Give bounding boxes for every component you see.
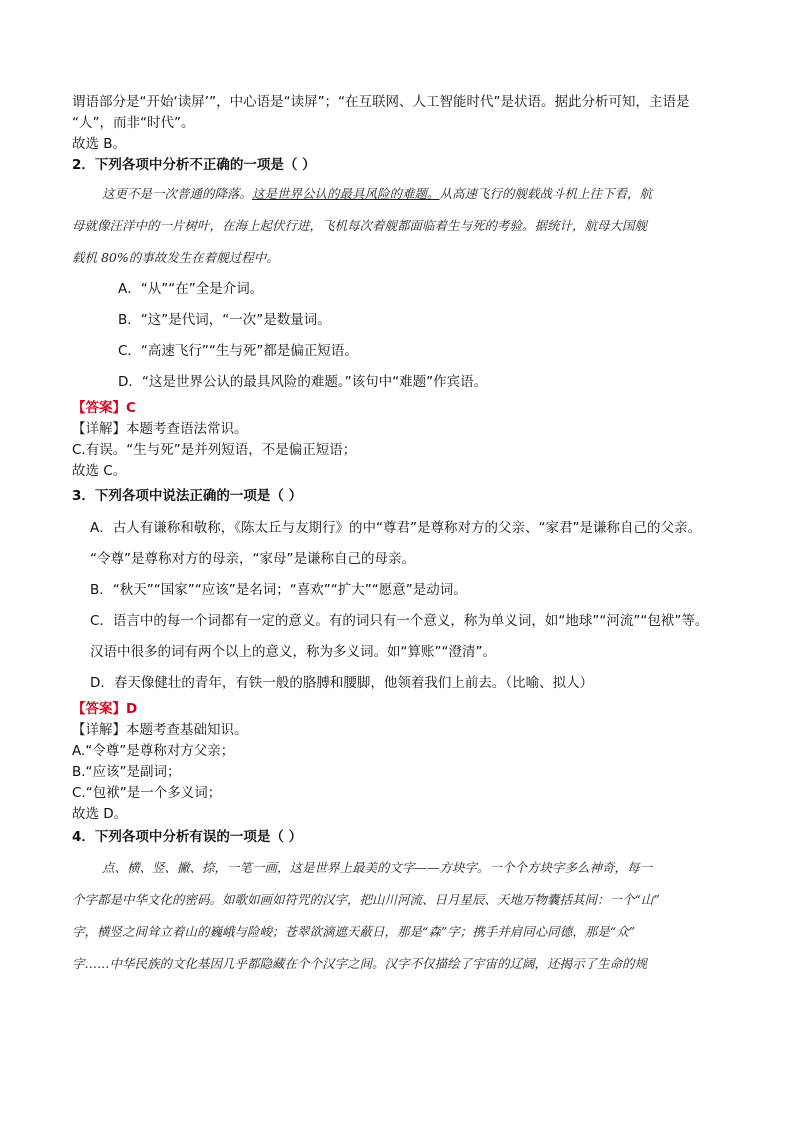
q3-option-c-cont: 汉语中很多的词有两个以上的意义，称为多义词。如“算账”“澄清”。 <box>90 644 496 660</box>
detail-tag: 【详解】 <box>72 722 126 738</box>
question-4-title: 4．下列各项中分析有误的一项是（ ） <box>72 829 303 845</box>
q2-option-a[interactable]: A．“从”“在”全是介词。 <box>118 281 264 297</box>
question-2-passage <box>72 178 732 274</box>
q2-option-d[interactable]: D．“这是世界公认的最具风险的难题。”该句中“难题”作宾语。 <box>118 374 488 390</box>
q3-option-a[interactable]: A．古人有谦称和敬称，《陈太丘与友期行》的中“尊君”是尊称对方的父亲、“家君”是谦称自己的父亲。 <box>90 520 701 536</box>
q3-option-b[interactable]: B．“秋天”“国家”“应该”是名词；“喜欢”“扩大”“愿意”是动词。 <box>90 582 467 598</box>
q2-detail <box>72 419 732 440</box>
q2-choose: 故选 C。 <box>72 463 127 479</box>
q2-option-c[interactable]: C．“高速飞行”“生与死”都是偏正短语。 <box>118 343 358 359</box>
passage-line-3: 载机 80%的事故发生在着舰过程中。 <box>72 250 279 265</box>
passage-line-2: 母就像汪洋中的一片树叶，在海上起伏行进，飞机每次着舰都面临着生与死的考验。据统计，航母大国舰 <box>72 218 648 233</box>
q2-answer <box>72 398 732 419</box>
q3-answer <box>72 699 732 720</box>
question-3-title: 3．下列各项中说法正确的一项是（ ） <box>72 488 303 504</box>
detail-text: 本题考查基础知识。 <box>126 722 248 738</box>
q2-explain: C.有误。“生与死”是并列短语，不是偏正短语； <box>72 442 357 458</box>
detail-text: 本题考查语法常识。 <box>126 421 248 437</box>
q3-option-d[interactable]: D．春天像健壮的青年，有铁一般的胳膊和腰脚，他领着我们上前去。（比喻、拟人） <box>90 675 594 691</box>
q3-explain-c: C.“包袱”是一个多义词； <box>72 785 222 801</box>
q2-option-b[interactable]: B．“这”是代词，“一次”是数量词。 <box>118 312 331 328</box>
q3-option-a-cont: “令尊”是尊称对方的母亲，“家母”是谦称自己的母亲。 <box>90 551 415 567</box>
question-2-title: 2．下列各项中分析不正确的一项是（ ） <box>72 157 316 173</box>
detail-tag: 【详解】 <box>72 421 126 437</box>
answer-tag: 【答案】 <box>72 400 126 416</box>
q4-passage-line-2: 个字都是中华文化的密码。如歌如画如符咒的汉字，把山川河流、日月星辰、天地万物囊括其间：一个“山” <box>72 892 660 907</box>
passage-sentence-1: 这更不是一次普通的降落。 <box>102 186 253 201</box>
q3-option-c[interactable]: C．语言中的每一个词都有一定的意义。有的词只有一个意义，称为单义词，如“地球”“河流”“包袱”等。 <box>90 613 709 629</box>
answer-value: D <box>126 701 138 717</box>
q3-explain-a: A.“令尊”是尊称对方父亲； <box>72 743 235 759</box>
q3-explain-b: B.“应该”是副词； <box>72 764 181 780</box>
passage-sentence-3: 从高速飞行的舰载战斗机上往下看，航 <box>439 186 653 201</box>
document-page <box>72 92 732 980</box>
intro-line-2: “人”，而非“时代”。 <box>72 115 195 131</box>
intro-line-1: 谓语部分是“开始‘读屏’”，中心语是“读屏”；“在互联网、人工智能时代”是状语。据此分析可知，主语是 <box>72 94 690 110</box>
q3-detail <box>72 720 732 741</box>
passage-sentence-underlined: 这是世界公认的最具风险的难题。 <box>252 186 440 201</box>
q4-passage-line-1: 点、横、竖、撇、捺，一笔一画，这是世界上最美的文字——方块字。一个个方块字多么神奇，每一 <box>102 860 653 875</box>
answer-value: C <box>126 400 136 416</box>
q3-choose: 故选 D。 <box>72 806 128 822</box>
q4-passage-line-3: 字，横竖之间耸立着山的巍峨与险峻；苍翠欲滴遮天蔽日，那是“森”字；携手并肩同心同德，那是“众” <box>72 924 636 939</box>
answer-tag: 【答案】 <box>72 701 126 717</box>
question-4-passage <box>72 852 732 980</box>
q4-passage-line-4: 字……中华民族的文化基因几乎都隐藏在个个汉字之间。汉字不仅描绘了宇宙的辽阔，还揭示了生命的规 <box>72 956 648 971</box>
intro-choose: 故选 B。 <box>72 136 127 152</box>
